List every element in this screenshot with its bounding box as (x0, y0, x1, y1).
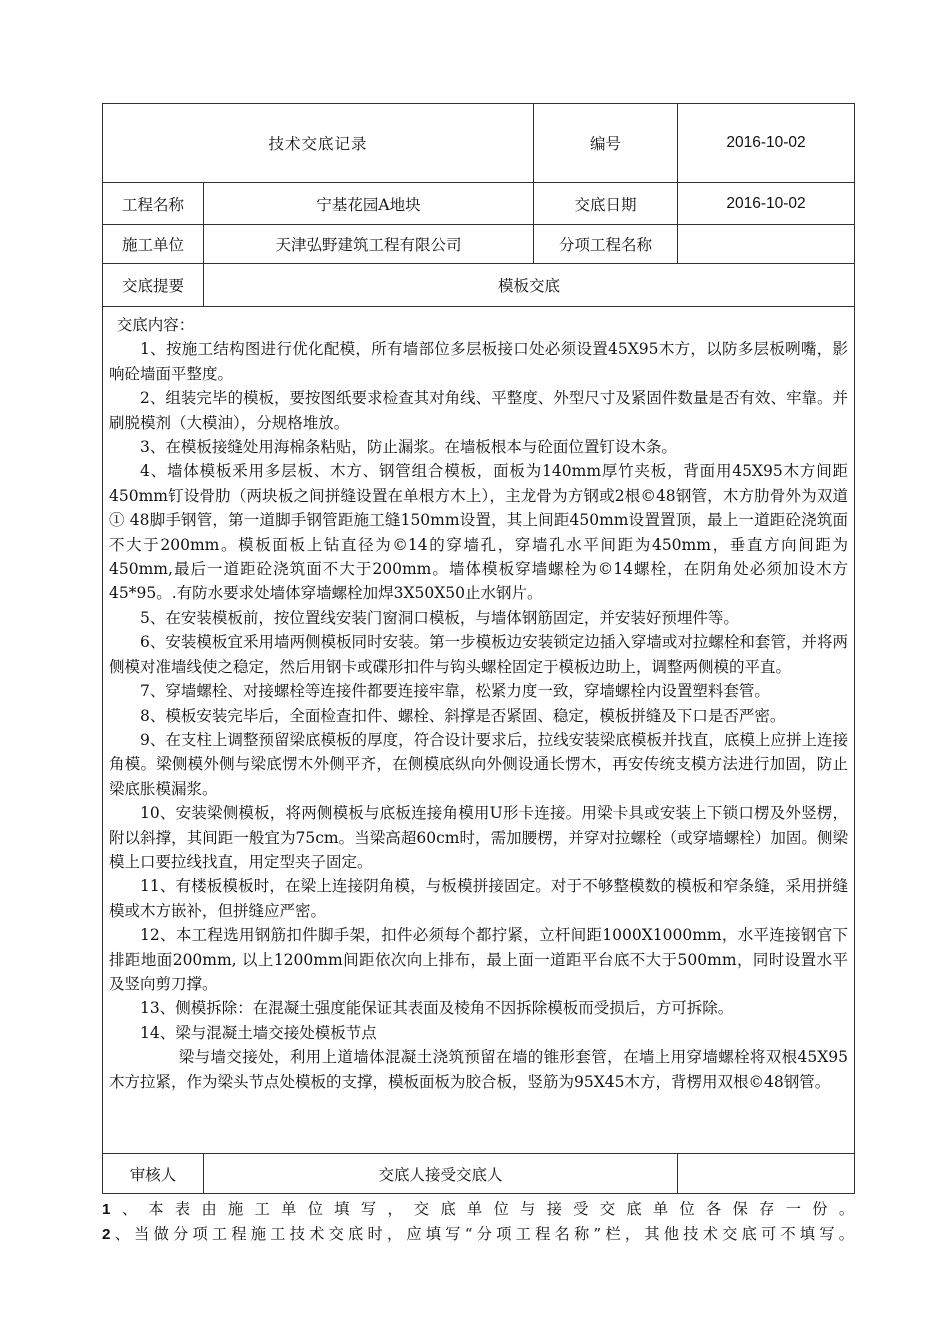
note-text: 、本表由施工单位填写，交底单位与接受交底单位各保存一份。 (110, 1200, 854, 1218)
form-title: 技术交底记录 (103, 104, 534, 183)
content-paragraph: 7、穿墙螺栓、对接螺栓等连接件都要连接牢靠，松紧力度一致，穿墙螺栓内设置塑料套管。 (140, 682, 770, 701)
number-value: 2016-10-02 (678, 104, 855, 183)
content-paragraph: 1、按施工结构图进行优化配模，所有墙部位多层板接口处必须设置45X95木方，以防多层板咧嘴，影响砼墙面平整度。 (109, 340, 849, 383)
content-paragraph: 5、在安装模板前，按位置线安装门窗洞口模板，与墙体钢筋固定，并安装好预埋件等。 (140, 608, 739, 627)
sub-project-label: 分项工程名称 (534, 225, 678, 264)
note-number: 1 (102, 1201, 111, 1218)
summary-label: 交底提要 (103, 264, 204, 307)
note-line (102, 1222, 854, 1247)
record-table (102, 103, 855, 1194)
content-paragraph: 13、侧模拆除：在混凝土强度能保证其表面及棱角不因拆除模板而受损后，方可拆除。 (140, 999, 734, 1018)
content-paragraph: 2、组装完毕的模板，要按图纸要求检查其对角线、平整度、外型尺寸及紧固件数量是否有效、牢靠。并刷脱模剂（大模油），分规格堆放。 (109, 389, 849, 432)
disclosure-content (103, 307, 855, 1154)
handover-label: 交底人接受交底人 (204, 1154, 678, 1194)
reviewer-value (678, 1154, 855, 1194)
content-paragraph: 10、安装梁侧模板，将两侧模板与底板连接角模用U形卡连接。用梁卡具或安装上下锁口楞及外竖楞，附以斜撑，其间距一般宜为75cm。当梁高超60cm时，需加腰楞，并穿对拉螺栓（或穿墙螺栓）加固。侧梁模上口要拉线找直，用定型夹子固定。 (109, 804, 849, 871)
note-text: 、当做分项工程施工技术交底时，应填写“分项工程名称”栏，其他技术交底可不填写。 (110, 1225, 854, 1243)
content-paragraph: 11、有楼板模板时，在梁上连接阴角模，与板模拼接固定。对于不够整模数的模板和窄条缝，采用拼缝模或木方嵌补，但拼缝应严密。 (109, 877, 849, 920)
technical-disclosure-form (102, 103, 854, 1194)
note-line (102, 1197, 854, 1222)
project-name-value: 宁基花园A地块 (204, 183, 534, 225)
content-paragraph: 6、安装模板宜釆用墙两侧模板同时安装。第一步模板边安装锁定边插入穿墙或对拉螺栓和套管，并将两侧模对准墙线使之稳定，然后用钢卡或碟形扣件与钩头螺栓固定于模板边助上，调整两侧模的平直。 (109, 633, 849, 676)
content-paragraph: 9、在支柱上调整预留梁底模板的厚度，符合设计要求后，拉线安装梁底模板并找直，底模上应拼上连接角模。梁侧模外侧与梁底愣木外侧平齐，在侧模底纵向外侧设通长愣木，再安传统支模方法进行加固，防止梁底胀模漏浆。 (109, 730, 849, 798)
unit-label: 施工单位 (103, 225, 204, 264)
content-sub-paragraph: 梁与墙交接处，利用上道墙体混凝土浇筑预留在墙的锥形套管，在墙上用穿墙螺栓将双根45X95木方拉紧，作为梁头节点处模板的支撑，模板面板为胶合板，竖筋为95X45木方，背楞用双根©48钢管。 (109, 1048, 849, 1091)
unit-value: 天津弘野建筑工程有限公司 (204, 225, 534, 264)
sub-project-value (678, 225, 855, 264)
content-paragraph: 8、模板安装完毕后，全面检查扣件、螺栓、斜撑是否紧固、稳定，模板拼缝及下口是否严密。 (140, 706, 786, 725)
project-name-label: 工程名称 (103, 183, 204, 225)
date-label: 交底日期 (534, 183, 678, 225)
content-paragraph: 4、墙体模板釆用多层板、木方、钢管组合模板，面板为140mm厚竹夹板，背面用45X95木方间距450mm钉设骨肋（两块板之间拼缝设置在单根方木上），主龙骨为方钢或2根©48钢管，木方肋骨外为双道① 48脚手钢管，第一道脚手钢管距施工缝150mm设置，其上间距450mm设置置顶，最上一道距砼浇筑面不大于200mm。模板面板上钻直径为©14的穿墙孔，穿墙孔水平间距为450mm，垂直方向间距为450mm,最后一道距砼浇筑面不大于200mm。墙体模板穿墙螺栓为©14螺栓，在阴角处必须加设木方45*95。.有防水要求处墙体穿墙螺栓加焊3X50X50止水钢片。 (109, 462, 849, 603)
content-paragraph: 14、梁与混凝土墙交接处模板节点 (140, 1023, 377, 1042)
note-number: 2 (102, 1226, 111, 1243)
reviewer-label: 审核人 (103, 1154, 204, 1194)
content-paragraph: 12、本工程选用钢筋扣件脚手架，扣件必须每个都拧紧，立杆间距1000X1000mm，水平连接钢官下排距地面200mm, 以上1200mm间距依次向上排布，最上面一道距平台底不大于500mm，同时设置水平及竖向剪刀撑。 (109, 926, 849, 993)
content-paragraph: 3、在模板接缝处用海棉条粘贴，防止漏浆。在墙板根本与砼面位置钉设木条。 (140, 438, 677, 457)
content-heading: 交底内容： (116, 316, 195, 334)
number-label: 编号 (534, 104, 678, 183)
date-value: 2016-10-02 (678, 183, 855, 225)
summary-value: 模板交底 (204, 264, 855, 307)
form-notes (102, 1197, 854, 1247)
